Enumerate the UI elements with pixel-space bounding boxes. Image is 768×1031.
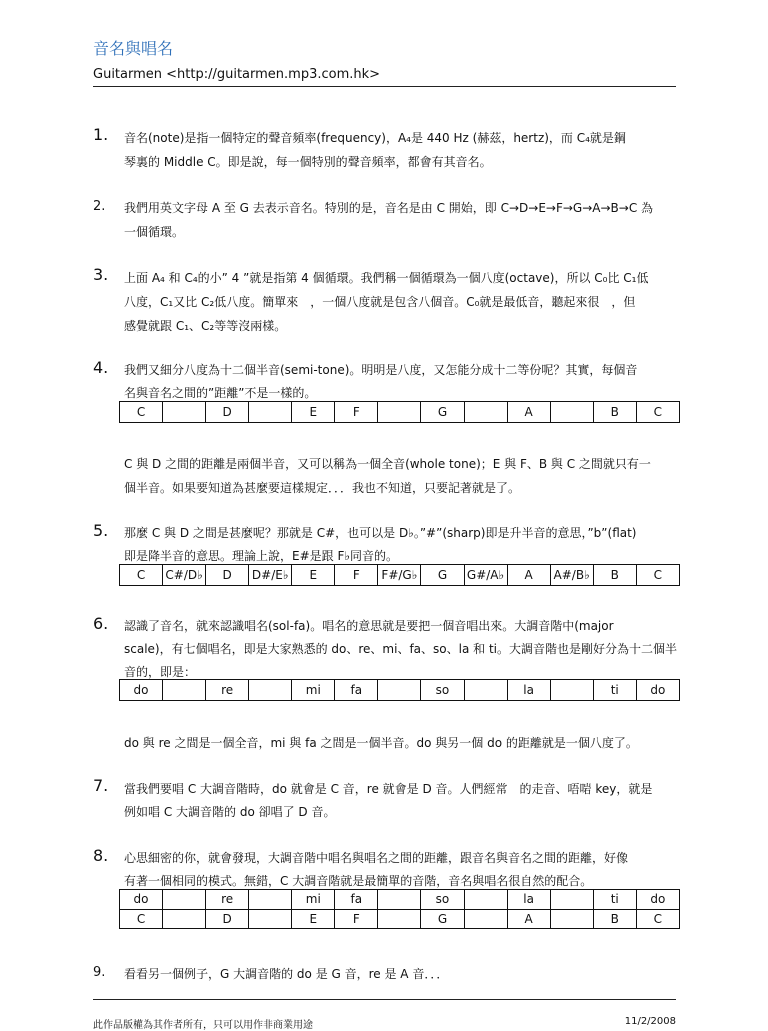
table-row [120, 680, 680, 701]
table-cell: B [593, 565, 636, 586]
table-cell: fa [335, 890, 378, 910]
table-cell: E [292, 909, 335, 929]
table-cell: C [120, 565, 163, 586]
table-cell: A [507, 565, 550, 586]
item-8-line-1: 心思細密的你，就會發現，大調音階中唱名與唱名之間的距離，跟音名與音名之間的距離，好像 [124, 851, 629, 865]
paragraph-4b-line-1: C 與 D 之間的距離是兩個半音，又可以稱為一個全音(whole tone)；E 與 F、B 與 C 之間就只有一 [124, 457, 651, 471]
item-number: 5. [93, 521, 109, 540]
table-row [120, 565, 680, 586]
item-number: 9. [93, 965, 106, 980]
table-cell: mi [292, 680, 335, 701]
item-5-line-2: 即是降半音的意思。理論上說，E#是跟 F♭同音的。 [124, 549, 399, 563]
table-cell [378, 680, 421, 701]
item-6-line-1: 認識了音名，就來認識唱名(sol-fa)。唱名的意思就是要把一個音唱出來。大調音階中(major [124, 619, 614, 633]
table-cell: la [507, 890, 550, 910]
table-cell: so [421, 680, 464, 701]
table-row [120, 909, 680, 929]
table-cell: A#/B♭ [550, 565, 593, 586]
table-cell: mi [292, 890, 335, 910]
footer-rule [93, 999, 676, 1000]
item-6-line-3: 音的，即是： [124, 665, 197, 679]
item-7-line-1: 當我們要唱 C 大調音階時，do 就會是 C 音，re 就會是 D 音。人們經常 的走音、唔啱 key，就是 [124, 782, 653, 796]
item-9-line-1: 看看另一個例子，G 大調音階的 do 是 G 音，re 是 A 音．．． [124, 967, 449, 981]
item-3-line-2: 八度，C₁又比 C₂低八度。簡單來 ，一個八度就是包含八個音。C₀就是最低音，聽起來很 ，但 [124, 295, 636, 309]
solfa-table [119, 679, 680, 701]
table-cell: C [120, 909, 163, 929]
item-number: 8. [93, 846, 109, 865]
table-cell: F [335, 565, 378, 586]
header-rule [93, 86, 676, 87]
item-4-line-2: 名與音名之間的”距離”不是一樣的。 [124, 386, 317, 400]
item-1-line-1: 音名(note)是指一個特定的聲音頻率(frequency)，A₄是 440 Hz (赫茲，hertz)，而 C₄就是鋼 [124, 131, 626, 145]
table-cell: D [206, 909, 249, 929]
item-7-line-2: 例如唱 C 大調音階的 do 卻唱了 D 音。 [124, 805, 336, 819]
table-cell: re [206, 890, 249, 910]
chromatic-table [119, 564, 680, 586]
table-cell: G [421, 909, 464, 929]
table-cell [464, 909, 507, 929]
table-cell: C [636, 909, 679, 929]
item-number: 3. [93, 265, 109, 284]
table-cell: do [636, 680, 679, 701]
table-cell [249, 909, 292, 929]
table-cell [163, 402, 206, 423]
item-number: 4. [93, 358, 109, 377]
copyright-notice: 此作品版權為其作者所有，只可以用作非商業用途 [93, 1020, 313, 1031]
table-cell: re [206, 680, 249, 701]
table-cell: E [292, 565, 335, 586]
table-cell: D [206, 402, 249, 423]
table-row [120, 890, 680, 910]
item-6-line-2: scale)，有七個唱名，即是大家熟悉的 do、re、mi、fa、so、la 和 ti。大調音階也是剛好分為十二個半 [124, 642, 677, 656]
note-name-table [119, 401, 680, 423]
table-cell: G [421, 565, 464, 586]
table-cell: la [507, 680, 550, 701]
item-2-line-1: 我們用英文字母 A 至 G 去表示音名。特別的是，音名是由 C 開始，即 C→D→E→F→G→A→B→C 為 [124, 201, 654, 215]
table-cell [249, 890, 292, 910]
item-1-line-2: 琴裏的 Middle C。即是說，每一個特別的聲音頻率，都會有其音名。 [124, 155, 492, 169]
item-5-line-1: 那麼 C 與 D 之間是甚麼呢？那就是 C#，也可以是 D♭。”#”(sharp)即是升半音的意思，”b”(flat) [124, 526, 637, 540]
item-number: 2. [93, 199, 106, 214]
table-cell [550, 890, 593, 910]
item-3-line-1: 上面 A₄ 和 C₄的小” 4 ”就是指第 4 個循環。我們稱一個循環為一個八度(octave)，所以 C₀比 C₁低 [124, 271, 649, 285]
item-number: 6. [93, 614, 109, 633]
table-cell [464, 680, 507, 701]
table-cell [464, 890, 507, 910]
table-cell: C [636, 565, 679, 586]
table-cell [378, 909, 421, 929]
table-cell: ti [593, 680, 636, 701]
item-number: 7. [93, 776, 109, 795]
table-cell: do [120, 680, 163, 701]
table-cell [550, 909, 593, 929]
table-cell: do [636, 890, 679, 910]
table-cell [550, 402, 593, 423]
item-8-line-2: 有著一個相同的模式。無錯，C 大調音階就是最簡單的音階，音名與唱名很自然的配合。 [124, 874, 593, 888]
table-cell: C#/D♭ [163, 565, 206, 586]
table-cell [163, 680, 206, 701]
table-cell: so [421, 890, 464, 910]
table-cell [249, 402, 292, 423]
item-4-line-1: 我們又細分八度為十二個半音(semi-tone)。明明是八度，又怎能分成十二等份呢？其實，每個音 [124, 363, 638, 377]
table-cell: fa [335, 680, 378, 701]
paragraph-6b-line-1: do 與 re 之間是一個全音，mi 與 fa 之間是一個半音。do 與另一個 do 的距離就是一個八度了。 [124, 736, 638, 750]
page-title: 音名與唱名 [93, 39, 174, 58]
table-cell: D#/E♭ [249, 565, 292, 586]
table-cell: C [120, 402, 163, 423]
table-cell: D [206, 565, 249, 586]
table-cell: do [120, 890, 163, 910]
source-line: Guitarmen <http://guitarmen.mp3.com.hk> [93, 67, 381, 82]
table-cell: B [593, 909, 636, 929]
table-cell: C [636, 402, 679, 423]
table-cell [163, 890, 206, 910]
table-cell [378, 890, 421, 910]
table-cell: F [335, 909, 378, 929]
paragraph-4b-line-2: 個半音。如果要知道為甚麼要這樣規定．．．我也不知道，只要記著就是了。 [124, 481, 521, 495]
table-row [120, 402, 680, 423]
item-2-line-2: 一個循環。 [124, 225, 185, 239]
table-cell: E [292, 402, 335, 423]
table-cell [464, 402, 507, 423]
table-cell: G#/A♭ [464, 565, 507, 586]
table-cell: A [507, 402, 550, 423]
table-cell [163, 909, 206, 929]
table-cell: G [421, 402, 464, 423]
table-cell: F#/G♭ [378, 565, 421, 586]
table-cell: B [593, 402, 636, 423]
footer-date: 11/2/2008 [624, 1016, 676, 1027]
table-cell [550, 680, 593, 701]
table-cell [378, 402, 421, 423]
table-cell: A [507, 909, 550, 929]
table-cell: F [335, 402, 378, 423]
comparison-table [119, 889, 680, 929]
item-number: 1. [93, 125, 109, 144]
table-cell [249, 680, 292, 701]
table-cell: ti [593, 890, 636, 910]
item-3-line-3: 感覺就跟 C₁、C₂等等沒兩樣。 [124, 319, 287, 333]
